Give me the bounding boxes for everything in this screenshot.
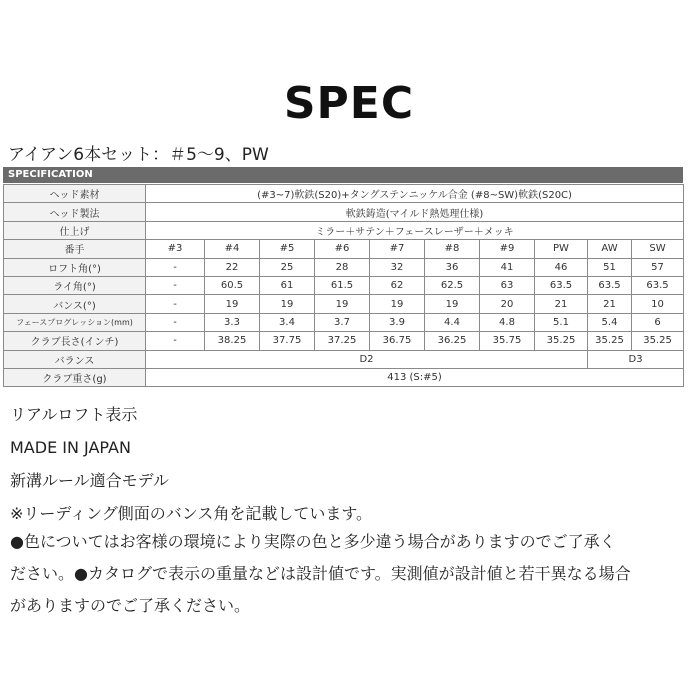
- number-cell: #4: [205, 240, 260, 258]
- note-item: ※リーディング側面のバンス角を記載しています。: [10, 504, 373, 523]
- lie-cell: 61.5: [315, 276, 370, 294]
- finish-value: ミラー＋サテン＋フェースレーザー＋メッキ: [146, 221, 684, 239]
- balance-label: バランス: [4, 350, 146, 368]
- table-row: [4, 258, 684, 276]
- face-progression-cell: -: [146, 313, 205, 331]
- bounce-cell: 20: [480, 295, 535, 313]
- face-progression-cell: 4.8: [480, 313, 535, 331]
- number-cell: AW: [588, 240, 632, 258]
- bounce-cell: -: [146, 295, 205, 313]
- number-cell: #5: [260, 240, 315, 258]
- disclaimer-line: ださい。●カタログで表示の重量などは設計値です。実測値が設計値と若干異なる場合: [10, 564, 631, 583]
- bounce-label: バンス(°): [4, 295, 146, 313]
- lie-cell: -: [146, 276, 205, 294]
- lie-cell: 61: [260, 276, 315, 294]
- bounce-cell: 19: [370, 295, 425, 313]
- table-row: [4, 332, 684, 350]
- length-cell: 38.25: [205, 332, 260, 350]
- disclaimer-line: がありますのでご了承ください。: [10, 596, 251, 615]
- bounce-cell: 19: [425, 295, 480, 313]
- length-cell: 35.25: [632, 332, 684, 350]
- face-progression-cell: 3.4: [260, 313, 315, 331]
- bounce-cell: 10: [632, 295, 684, 313]
- loft-cell: 57: [632, 258, 684, 276]
- loft-cell: 46: [535, 258, 588, 276]
- balance-value-d2: D2: [146, 350, 588, 368]
- face-progression-cell: 3.3: [205, 313, 260, 331]
- face-progression-cell: 4.4: [425, 313, 480, 331]
- loft-cell: 41: [480, 258, 535, 276]
- length-cell: 36.75: [370, 332, 425, 350]
- lie-cell: 63.5: [632, 276, 684, 294]
- number-cell: #3: [146, 240, 205, 258]
- lie-cell: 63.5: [588, 276, 632, 294]
- length-cell: 37.25: [315, 332, 370, 350]
- notes-list: [10, 398, 372, 530]
- loft-cell: 36: [425, 258, 480, 276]
- disclaimer-line: ●色についてはお客様の環境により実際の色と多少違う場合がありますのでご了承く: [10, 532, 616, 551]
- note-item: MADE IN JAPAN: [10, 438, 131, 457]
- length-cell: 37.75: [260, 332, 315, 350]
- number-cell: #6: [315, 240, 370, 258]
- lie-cell: 62: [370, 276, 425, 294]
- table-row: [4, 350, 684, 368]
- number-cell: SW: [632, 240, 684, 258]
- number-cell: #9: [480, 240, 535, 258]
- bounce-cell: 19: [315, 295, 370, 313]
- loft-cell: 22: [205, 258, 260, 276]
- face-progression-cell: 3.9: [370, 313, 425, 331]
- page-title: SPEC: [283, 78, 415, 129]
- length-cell: 36.25: [425, 332, 480, 350]
- loft-cell: 28: [315, 258, 370, 276]
- head-material-value: (#3~7)軟鉄(S20)+タングステンニッケル合金 (#8~SW)軟鉄(S20C): [146, 185, 684, 203]
- table-row: [4, 313, 684, 331]
- bounce-cell: 19: [260, 295, 315, 313]
- number-label: 番手: [4, 240, 146, 258]
- face-progression-cell: 5.1: [535, 313, 588, 331]
- face-progression-label: フェースプログレッション(mm): [4, 313, 146, 331]
- bounce-cell: 19: [205, 295, 260, 313]
- lie-cell: 62.5: [425, 276, 480, 294]
- weight-label: クラブ重さ(g): [4, 368, 146, 386]
- table-row: [4, 295, 684, 313]
- table-row: [4, 240, 684, 258]
- loft-label: ロフト角(°): [4, 258, 146, 276]
- spec-header-bar: SPECIFICATION: [3, 167, 683, 183]
- number-cell: #8: [425, 240, 480, 258]
- number-cell: PW: [535, 240, 588, 258]
- head-material-label: ヘッド素材: [4, 185, 146, 203]
- finish-label: 仕上げ: [4, 221, 146, 239]
- length-cell: 35.25: [588, 332, 632, 350]
- loft-cell: -: [146, 258, 205, 276]
- disclaimer: [10, 526, 692, 622]
- number-cell: #7: [370, 240, 425, 258]
- head-method-label: ヘッド製法: [4, 203, 146, 221]
- lie-label: ライ角(°): [4, 276, 146, 294]
- table-row: [4, 368, 684, 386]
- loft-cell: 25: [260, 258, 315, 276]
- loft-cell: 32: [370, 258, 425, 276]
- lie-cell: 60.5: [205, 276, 260, 294]
- spec-table: [3, 184, 684, 387]
- length-cell: 35.25: [535, 332, 588, 350]
- note-item: 新溝ルール適合モデル: [10, 471, 169, 490]
- set-composition: アイアン6本セット：＃5～9、PW: [8, 145, 269, 165]
- length-cell: 35.75: [480, 332, 535, 350]
- lie-cell: 63.5: [535, 276, 588, 294]
- face-progression-cell: 5.4: [588, 313, 632, 331]
- head-method-value: 軟鉄鋳造(マイルド熱処理仕様): [146, 203, 684, 221]
- bounce-cell: 21: [588, 295, 632, 313]
- table-row: [4, 185, 684, 203]
- lie-cell: 63: [480, 276, 535, 294]
- table-row: [4, 276, 684, 294]
- face-progression-cell: 6: [632, 313, 684, 331]
- length-label: クラブ長さ(インチ): [4, 332, 146, 350]
- table-row: [4, 221, 684, 239]
- face-progression-cell: 3.7: [315, 313, 370, 331]
- length-cell: -: [146, 332, 205, 350]
- balance-value-d3: D3: [588, 350, 684, 368]
- loft-cell: 51: [588, 258, 632, 276]
- bounce-cell: 21: [535, 295, 588, 313]
- note-item: リアルロフト表示: [10, 405, 138, 424]
- table-row: [4, 203, 684, 221]
- weight-value: 413 (S:#5): [146, 368, 684, 386]
